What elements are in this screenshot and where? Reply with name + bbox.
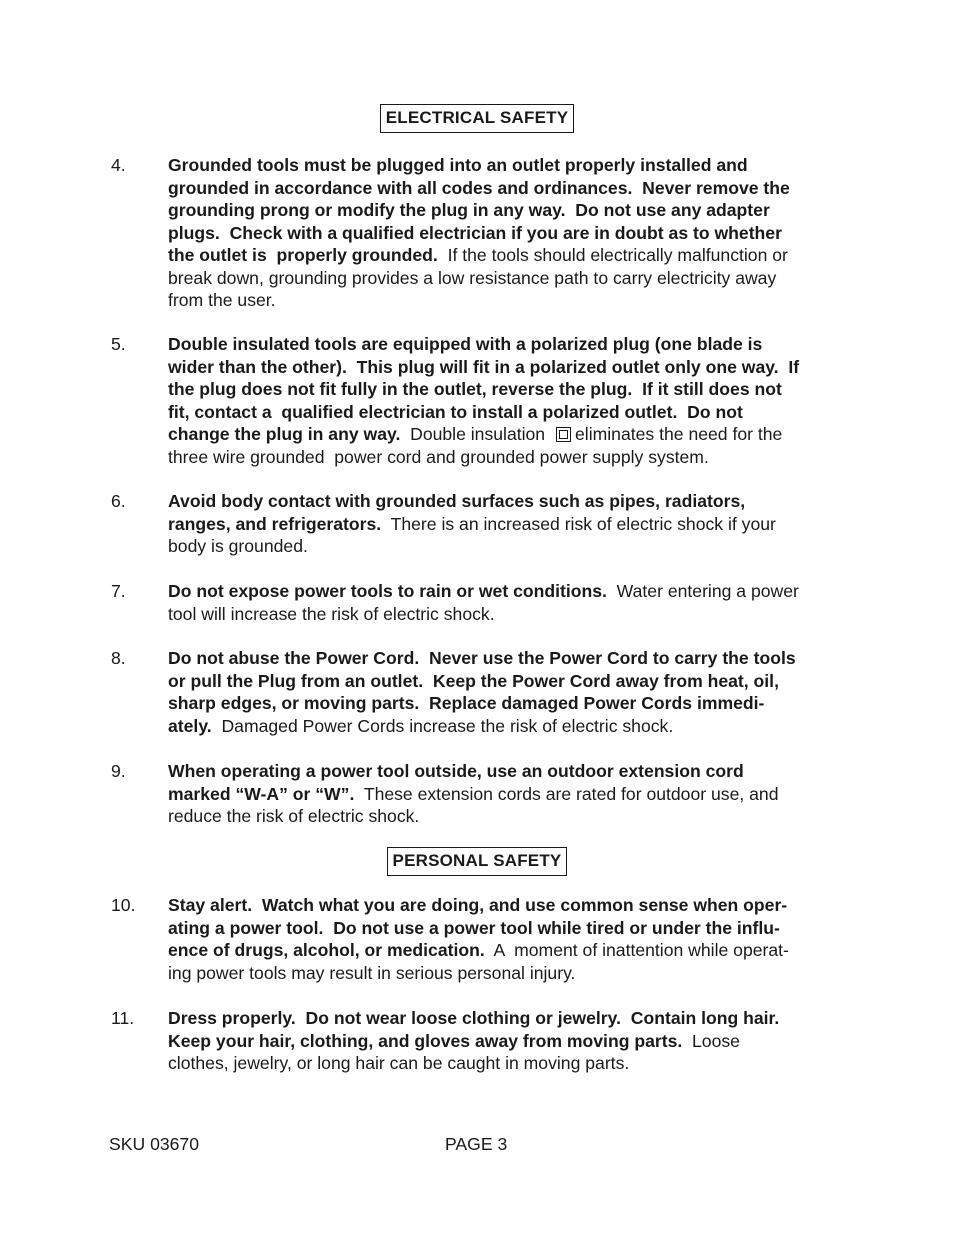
bold-text: grounding prong or modify the plug in any way. Do not use any adapter xyxy=(168,200,770,220)
item-number: 4. xyxy=(111,155,126,175)
body-text: A moment of inattention while operat- xyxy=(484,940,789,960)
text-line xyxy=(168,199,844,222)
bold-text: ately. xyxy=(168,715,212,736)
footer-page-number: PAGE 3 xyxy=(445,1134,508,1154)
text-line xyxy=(168,647,844,670)
body-text: Water entering a power xyxy=(606,581,799,601)
bold-text: Double insulated tools are equipped with a polarized plug (one blade is xyxy=(168,334,763,354)
bold-text: ating a power tool. Do not use a power tool while tired or under the influ- xyxy=(168,917,780,938)
text-line xyxy=(168,670,844,693)
item-number: 7. xyxy=(111,581,126,601)
item-text xyxy=(168,154,844,312)
bold-text: grounded in accordance with all codes and ordinances. Never remove the xyxy=(168,177,790,198)
body-text: Double insulation xyxy=(400,424,550,444)
text-line xyxy=(168,580,844,603)
item-number: 9. xyxy=(111,761,126,781)
text-line xyxy=(168,177,844,200)
body-text: Damaged Power Cords increase the risk of electric shock. xyxy=(211,715,674,736)
body-text: clothes, jewelry, or long hair can be caught in moving parts. xyxy=(168,1053,630,1073)
personal-safety-title: PERSONAL SAFETY xyxy=(387,847,568,876)
double-insulation-icon xyxy=(556,427,571,442)
body-text: There is an increased risk of electric shock if your xyxy=(381,513,776,534)
bold-text: fit, contact a qualified electrician to install a polarized outlet. Do not xyxy=(168,401,743,422)
body-text: ing power tools may result in serious personal injury. xyxy=(168,962,576,983)
item-number: 6. xyxy=(111,491,126,511)
item-number: 5. xyxy=(111,334,126,354)
text-line xyxy=(168,783,844,806)
text-line xyxy=(168,962,844,985)
text-line xyxy=(168,1052,844,1075)
item-number: 11. xyxy=(111,1008,135,1028)
electrical-safety-title: ELECTRICAL SAFETY xyxy=(380,104,575,133)
text-line xyxy=(168,917,844,940)
text-line xyxy=(168,356,844,379)
text-line xyxy=(168,222,844,245)
body-text: eliminates the need for the xyxy=(575,424,783,444)
text-line xyxy=(168,939,844,962)
text-line xyxy=(168,603,844,626)
text-line xyxy=(168,513,844,536)
text-line xyxy=(168,244,844,267)
text-line xyxy=(168,1007,844,1030)
bold-text: sharp edges, or moving parts. Replace damaged Power Cords immedi- xyxy=(168,693,765,713)
text-line xyxy=(168,401,844,424)
bold-text: the plug does not fit fully in the outlet, reverse the plug. If it still does not xyxy=(168,379,782,399)
bold-text: Stay alert. Watch what you are doing, and use common sense when oper- xyxy=(168,895,788,915)
item-text xyxy=(168,1007,844,1075)
text-line xyxy=(168,760,844,783)
bold-text: the outlet is properly grounded. xyxy=(168,245,438,265)
body-text: If the tools should electrically malfunction or xyxy=(437,245,788,265)
text-line xyxy=(168,446,844,469)
body-text: three wire grounded power cord and grounded power supply system. xyxy=(168,446,709,467)
body-text: These extension cords are rated for outdoor use, and xyxy=(354,783,779,804)
text-line xyxy=(168,333,844,356)
item-text xyxy=(168,333,844,468)
footer-sku: SKU 03670 xyxy=(109,1134,199,1154)
electrical-safety-heading xyxy=(0,104,954,133)
text-line xyxy=(168,535,844,558)
text-line xyxy=(168,894,844,917)
text-line xyxy=(168,715,844,738)
text-line xyxy=(168,692,844,715)
body-text: from the user. xyxy=(168,290,276,310)
body-text: Loose xyxy=(682,1030,740,1051)
bold-text: wider than the other). This plug will fit in a polarized outlet only one way. If xyxy=(168,356,800,377)
bold-text: Avoid body contact with grounded surfaces such as pipes, radiators, xyxy=(168,491,746,511)
text-line xyxy=(168,378,844,401)
bold-text: Do not abuse the Power Cord. Never use the Power Cord to carry the tools xyxy=(168,648,796,668)
text-line xyxy=(168,423,844,446)
body-text: reduce the risk of electric shock. xyxy=(168,806,420,826)
text-line xyxy=(168,289,844,312)
body-text: tool will increase the risk of electric shock. xyxy=(168,603,495,624)
bold-text: marked “W-A” or “W”. xyxy=(168,783,355,804)
text-line xyxy=(168,267,844,290)
item-number: 10. xyxy=(111,895,136,915)
body-text: break down, grounding provides a low resistance path to carry electricity away xyxy=(168,267,777,288)
item-text xyxy=(168,490,844,558)
bold-text: or pull the Plug from an outlet. Keep the Power Cord away from heat, oil, xyxy=(168,670,779,691)
bold-text: Keep your hair, clothing, and gloves away from moving parts. xyxy=(168,1030,683,1051)
item-text xyxy=(168,580,844,625)
item-number: 8. xyxy=(111,648,126,668)
body-text: body is grounded. xyxy=(168,536,308,556)
text-line xyxy=(168,490,844,513)
text-line xyxy=(168,1030,844,1053)
bold-text: plugs. Check with a qualified electrician if you are in doubt as to whether xyxy=(168,222,782,243)
personal-safety-heading xyxy=(0,847,954,876)
item-text xyxy=(168,647,844,737)
text-line xyxy=(168,154,844,177)
bold-text: Do not expose power tools to rain or wet conditions. xyxy=(168,581,607,601)
bold-text: ence of drugs, alcohol, or medication. xyxy=(168,940,485,960)
bold-text: Grounded tools must be plugged into an outlet properly installed and xyxy=(168,155,748,175)
item-text xyxy=(168,760,844,828)
bold-text: Dress properly. Do not wear loose clothing or jewelry. Contain long hair. xyxy=(168,1008,780,1028)
bold-text: change the plug in any way. xyxy=(168,424,401,444)
bold-text: ranges, and refrigerators. xyxy=(168,513,382,534)
bold-text: When operating a power tool outside, use an outdoor extension cord xyxy=(168,761,744,781)
text-line xyxy=(168,805,844,828)
item-text xyxy=(168,894,844,984)
